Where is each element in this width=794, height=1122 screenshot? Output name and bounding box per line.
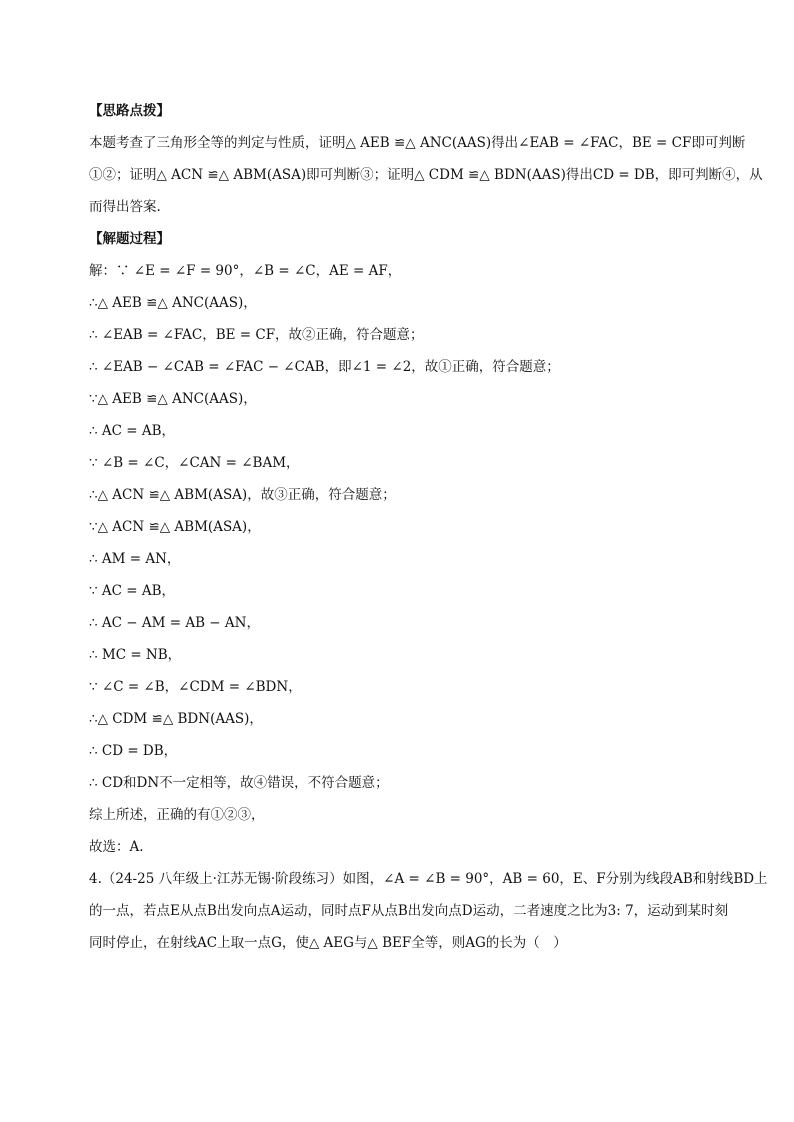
solution-line: ∴ MC = NB， — [89, 647, 182, 663]
solution-line: 故选：A. — [89, 839, 144, 855]
solution-line: ∴△ AEB ≌△ ANC(AAS)， — [89, 295, 257, 311]
solution-line: ∴ ∠EAB − ∠CAB = ∠FAC − ∠CAB，即∠1 = ∠2，故①正确，符合题意； — [89, 359, 560, 375]
solution-line: ∵ ∠B = ∠C，∠CAN = ∠BAM， — [89, 455, 300, 471]
solution-line: ∴ AM = AN， — [89, 551, 181, 567]
solution-line: 解：∵ ∠E = ∠F = 90°，∠B = ∠C，AE = AF， — [89, 263, 402, 279]
solution-line: ∵ ∠C = ∠B，∠CDM = ∠BDN， — [89, 679, 302, 695]
solution-line: 综上所述，正确的有①②③， — [89, 807, 265, 823]
hint-line-1: 本题考查了三角形全等的判定与性质，证明△ AEB ≌△ ANC(AAS)得出∠EAB = ∠FAC，BE = CF即可判断 — [89, 135, 746, 151]
solution-line: ∴ CD = DB， — [89, 743, 178, 759]
hint-heading: 【思路点拨】 — [89, 103, 170, 119]
solution-line: ∵△ ACN ≌△ ABM(ASA)， — [89, 519, 261, 535]
question-4-line-3: 同时停止，在射线AC上取一点G，使△ AEG与△ BEF全等，则AG的长为（ ） — [89, 935, 567, 951]
solution-line: ∴△ ACN ≌△ ABM(ASA)，故③正确，符合题意； — [89, 487, 396, 503]
hint-line-2: ①②；证明△ ACN ≌△ ABM(ASA)即可判断③；证明△ CDM ≌△ BDN(AAS)得出CD = DB，即可判断④，从 — [89, 167, 763, 183]
solution-heading: 【解题过程】 — [89, 231, 170, 247]
solution-line: ∴ ∠EAB = ∠FAC，BE = CF，故②正确，符合题意； — [89, 327, 424, 343]
solution-line: ∴ CD和DN不一定相等，故④错误，不符合题意； — [89, 775, 389, 791]
question-4-line-1: 4.（24-25 八年级上·江苏无锡·阶段练习）如图，∠A = ∠B = 90°，AB = 60，E、F分别为线段AB和射线BD上 — [89, 871, 768, 887]
solution-line: ∵ AC = AB， — [89, 583, 176, 599]
solution-line: ∴ AC − AM = AB − AN， — [89, 615, 260, 631]
solution-line: ∴△ CDM ≌△ BDN(AAS)， — [89, 711, 263, 727]
question-4-line-2: 的一点，若点E从点B出发向点A运动，同时点F从点B出发向点D运动，二者速度之比为3: 7，运动到某时刻 — [89, 903, 729, 919]
solution-line: ∴ AC = AB， — [89, 423, 176, 439]
hint-line-3: 而得出答案. — [89, 199, 161, 215]
solution-line: ∵△ AEB ≌△ ANC(AAS)， — [89, 391, 257, 407]
